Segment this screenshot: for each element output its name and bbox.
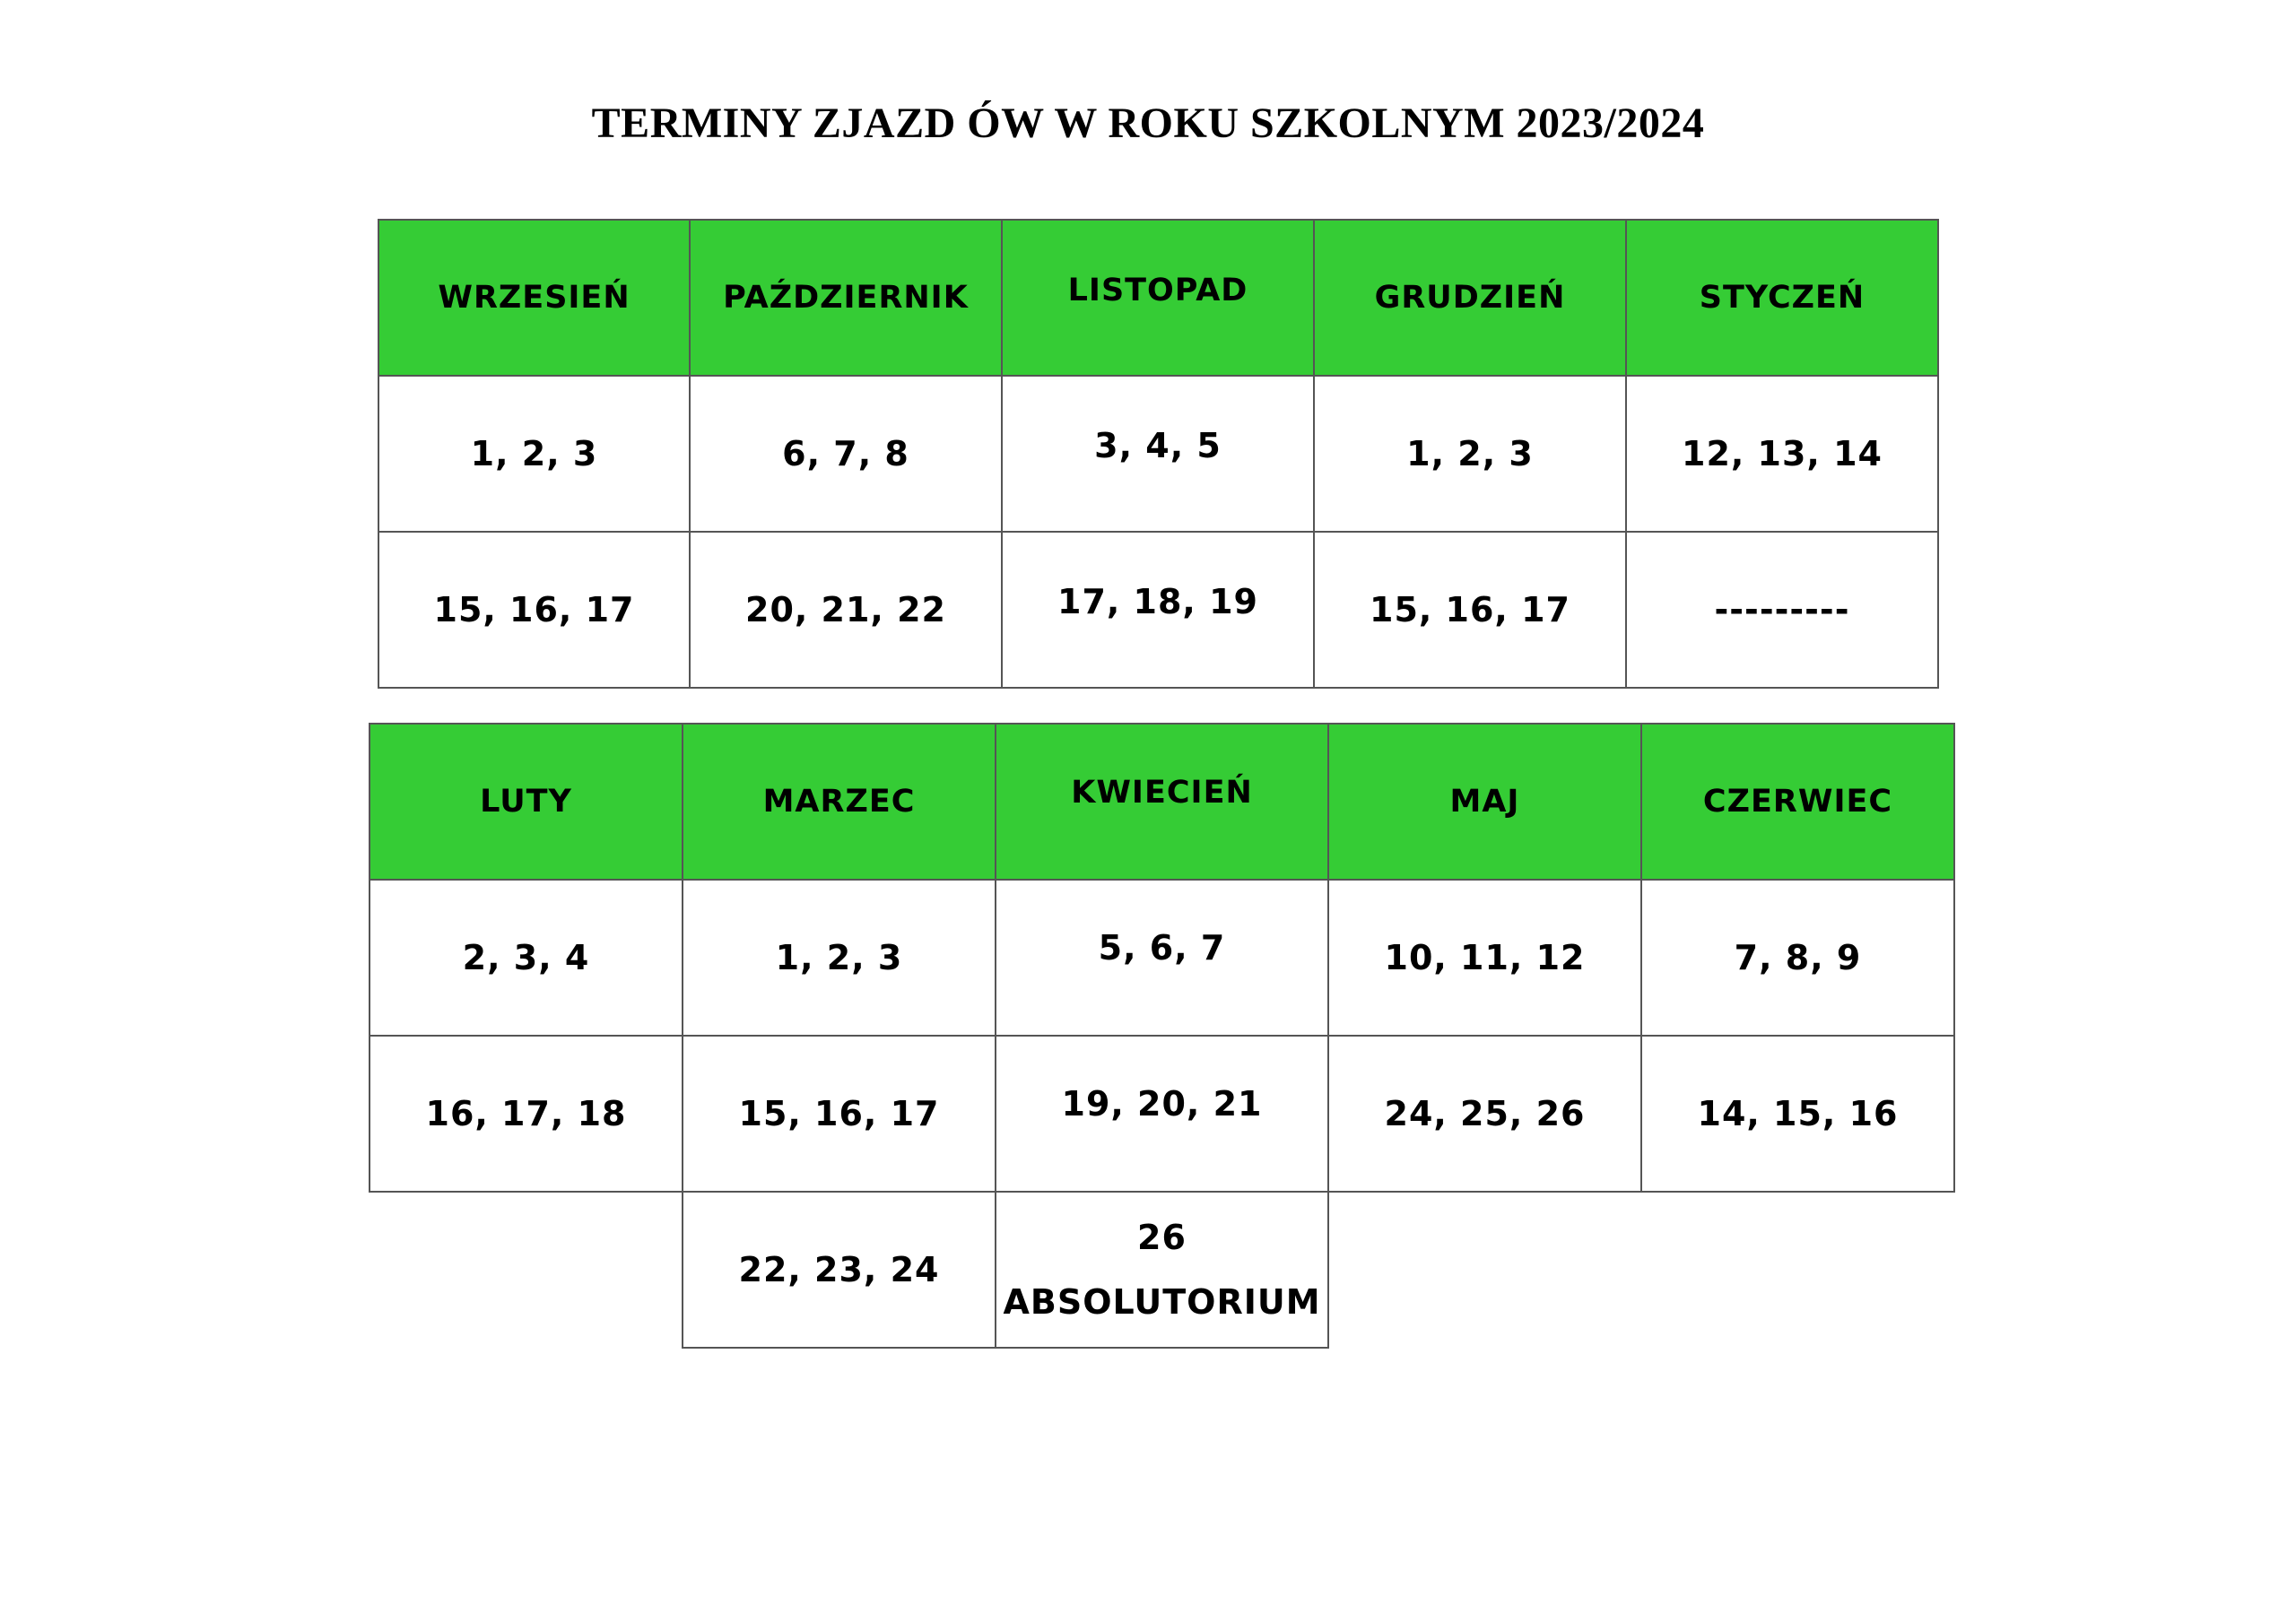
table-cell [1640, 1035, 1955, 1193]
cell-text: STYCZEŃ [1699, 280, 1866, 316]
cell-text: 17, 18, 19 [1057, 582, 1258, 621]
table-cell [995, 1035, 1329, 1193]
absolutorium-cell [995, 1191, 1329, 1349]
month-header-maj [1327, 723, 1642, 881]
table-cell [1001, 375, 1315, 533]
cell-text: 2, 3, 4 [462, 938, 590, 977]
cell-text: LISTOPAD [1067, 273, 1248, 308]
table-cell [1313, 375, 1627, 533]
table-cell [1327, 879, 1642, 1037]
cell-text: 1, 2, 3 [775, 938, 903, 977]
cell-text: --------- [1714, 590, 1850, 629]
cell-text: 1, 2, 3 [1406, 434, 1534, 473]
cell-text: MARZEC [762, 784, 916, 820]
cell-text: 15, 16, 17 [1370, 590, 1570, 629]
table-cell [378, 375, 691, 533]
table-cell [682, 1191, 996, 1349]
month-header-wrzesien [378, 219, 691, 377]
cell-text: 6, 7, 8 [782, 434, 909, 473]
month-header-czerwiec [1640, 723, 1955, 881]
cell-text: 22, 23, 24 [738, 1250, 940, 1289]
table-cell [378, 531, 691, 689]
cell-text: 3, 4, 5 [1094, 426, 1222, 465]
absolutorium-day: 26 [1137, 1218, 1187, 1257]
cell-text: MAJ [1449, 784, 1520, 820]
table-cell [689, 531, 1003, 689]
month-header-luty [369, 723, 683, 881]
month-header-listopad [1001, 219, 1315, 377]
cell-text: KWIECIEŃ [1071, 775, 1253, 811]
table-cell [369, 879, 683, 1037]
cell-text: 15, 16, 17 [433, 590, 635, 629]
cell-text: 19, 20, 21 [1061, 1084, 1263, 1124]
month-header-grudzien [1313, 219, 1627, 377]
table-cell [689, 375, 1003, 533]
cell-text: 15, 16, 17 [738, 1094, 940, 1133]
table-cell [1625, 531, 1939, 689]
table-cell [682, 1035, 996, 1193]
cell-text: 12, 13, 14 [1682, 434, 1883, 473]
month-header-marzec [682, 723, 996, 881]
cell-text: LUTY [480, 784, 572, 820]
page-title: TERMINY ZJAZD ÓW W ROKU SZKOLNYM 2023/2024 [591, 100, 1705, 147]
month-header-pazdziernik [689, 219, 1003, 377]
table-cell [1327, 1035, 1642, 1193]
table-cell [995, 879, 1329, 1037]
cell-text: 1, 2, 3 [470, 434, 598, 473]
cell-text: 5, 6, 7 [1098, 928, 1226, 968]
table-cell [369, 1035, 683, 1193]
cell-text: PAŹDZIERNIK [723, 280, 969, 316]
cell-text: CZERWIEC [1702, 784, 1893, 820]
month-header-kwiecien [995, 723, 1329, 881]
month-header-styczen [1625, 219, 1939, 377]
cell-text: 16, 17, 18 [425, 1094, 627, 1133]
cell-text: 14, 15, 16 [1697, 1094, 1899, 1133]
cell-text: 10, 11, 12 [1384, 938, 1586, 977]
cell-text: 20, 21, 22 [745, 590, 946, 629]
table-cell [1625, 375, 1939, 533]
table-cell [1313, 531, 1627, 689]
cell-text: 7, 8, 9 [1734, 938, 1862, 977]
cell-text: WRZESIEŃ [438, 280, 631, 316]
cell-text: 24, 25, 26 [1384, 1094, 1586, 1133]
table-cell [682, 879, 996, 1037]
table-cell [1001, 531, 1315, 689]
table-cell [1640, 879, 1955, 1037]
cell-text: GRUDZIEŃ [1374, 280, 1566, 316]
absolutorium-label: ABSOLUTORIUM [1003, 1282, 1321, 1322]
